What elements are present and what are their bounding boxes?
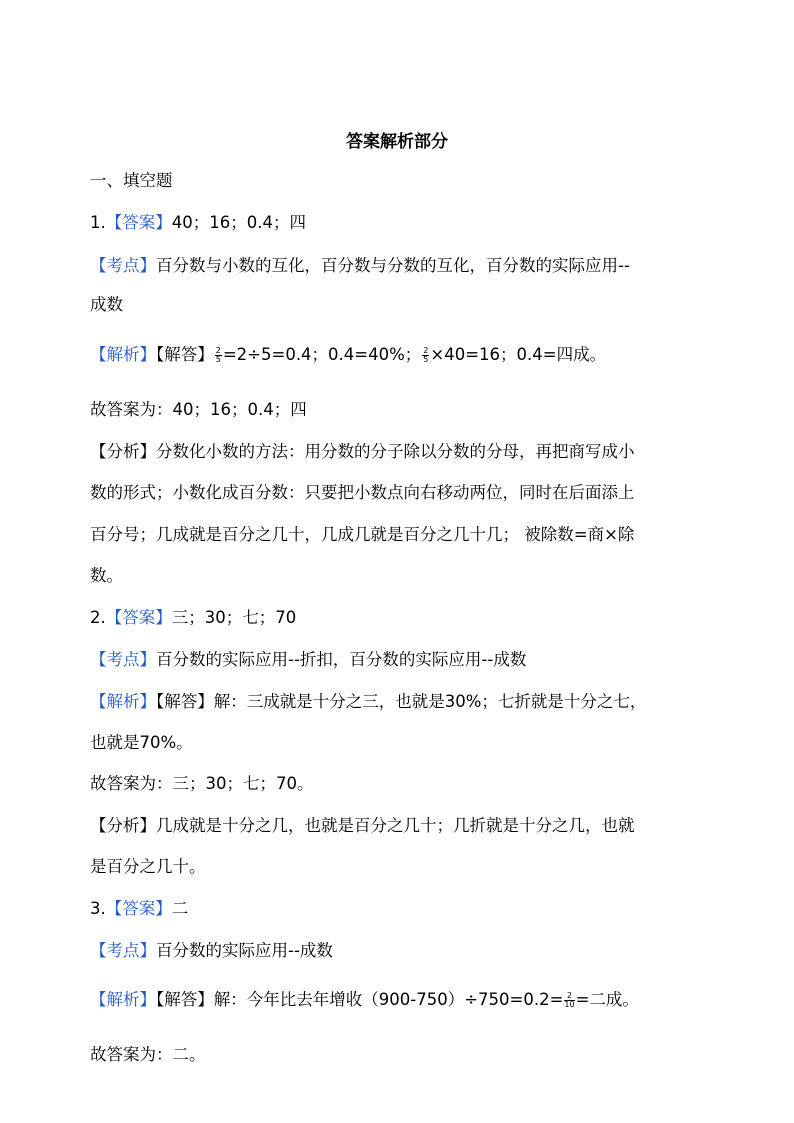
- q3-fraction: [564, 992, 574, 1009]
- q1-fraction-2-num: 2: [423, 346, 429, 355]
- q2-jieda-text: 解：三成就是十分之三，也就是30%；七折就是十分之七，: [213, 692, 647, 711]
- q3-jieda-tag: 【解答】: [156, 990, 214, 1009]
- q1-fenxi-line3: 百分号；几成就是百分之几十，几成几就是百分之几十几； 被除数=商×除: [90, 525, 635, 544]
- q1-jieda-part2: ×40=16；0.4=四成。: [430, 345, 607, 364]
- q1-kaodian-text: 百分数与小数的互化，百分数与分数的互化，百分数的实际应用--: [156, 256, 630, 275]
- q3-answer-line: [90, 896, 720, 922]
- q1-fraction-2: [422, 347, 429, 364]
- q2-kaodian-tag: 【考点】: [90, 650, 156, 669]
- q3-answer: 二: [171, 899, 189, 918]
- q3-fraction-den: 10: [564, 1000, 575, 1009]
- q2-jieda-line2: 也就是70%。: [90, 733, 193, 752]
- q2-jiexi-tag: 【解析】: [90, 692, 156, 711]
- q1-fenxi-line: [90, 439, 720, 465]
- q2-fenxi-text: 几成就是十分之几，也就是百分之几十；几折就是十分之几，也就: [156, 816, 635, 835]
- q3-jieda-part1: 解：今年比去年增收（900-750）÷750=0.2=: [213, 990, 564, 1009]
- q1-fraction-2-den: 5: [423, 355, 429, 364]
- q1-answer-tag: 【答案】: [105, 213, 172, 232]
- q2-fenxi-line: [90, 813, 720, 839]
- q1-kaodian-line: [90, 253, 720, 279]
- q3-jieda-part2: =二成。: [575, 990, 639, 1009]
- q3-jiexi-tag: 【解析】: [90, 990, 156, 1009]
- q3-kaodian-text: 百分数的实际应用--成数: [156, 941, 333, 960]
- q2-fenxi-tag: 【分析】: [90, 816, 156, 835]
- q1-fenxi-line4: 数。: [90, 566, 123, 585]
- q1-kaodian-tag: 【考点】: [90, 256, 156, 275]
- q2-jieda-tag: 【解答】: [156, 692, 214, 711]
- q1-answer: 40；16；0.4；四: [171, 213, 306, 232]
- q3-kaodian-tag: 【考点】: [90, 941, 156, 960]
- q1-fenxi-tag: 【分析】: [90, 442, 156, 461]
- q1-jieda-tag: 【解答】: [156, 345, 214, 364]
- q2-number: 2.: [90, 608, 106, 627]
- q1-fraction-1-den: 5: [215, 355, 221, 364]
- q1-fenxi-text: 分数化小数的方法：用分数的分子除以分数的分母，再把商写成小: [156, 442, 635, 461]
- page-title: 答案解析部分: [346, 132, 448, 152]
- q1-fraction-1-num: 2: [215, 346, 221, 355]
- q2-kaodian-line: [90, 647, 720, 673]
- q3-final-answer: 故答案为：二。: [90, 1045, 206, 1064]
- q3-fraction-num: 2: [564, 992, 574, 1001]
- q2-final-answer: 故答案为：三；30；七；70。: [90, 774, 314, 793]
- q2-answer-tag: 【答案】: [105, 608, 172, 627]
- q2-kaodian-text: 百分数的实际应用--折扣，百分数的实际应用--成数: [156, 650, 527, 669]
- q1-final-answer: 故答案为：40；16；0.4；四: [90, 400, 307, 419]
- q1-answer-line: [90, 210, 720, 236]
- q1-fenxi-line2: 数的形式；小数化成百分数：只要把小数点向右移动两位，同时在后面添上: [90, 483, 635, 502]
- q1-jieda-part1: =2÷5=0.4；0.4=40%；: [222, 345, 422, 364]
- q3-answer-tag: 【答案】: [105, 899, 172, 918]
- q1-jiexi-line: [90, 342, 720, 368]
- q1-kaodian-line2: 成数: [90, 295, 123, 314]
- q2-answer: 三；30；七；70: [171, 608, 297, 627]
- q1-number: 1.: [90, 213, 106, 232]
- q2-answer-line: [90, 605, 720, 631]
- q2-jiexi-line: [90, 689, 720, 715]
- q2-fenxi-line2: 是百分之几十。: [90, 857, 206, 876]
- q3-jiexi-line: [90, 987, 720, 1013]
- q3-number: 3.: [90, 899, 106, 918]
- q1-fraction-1: [215, 347, 222, 364]
- q3-kaodian-line: [90, 938, 720, 964]
- section-heading: 一、填空题: [90, 171, 173, 190]
- q1-jiexi-tag: 【解析】: [90, 345, 156, 364]
